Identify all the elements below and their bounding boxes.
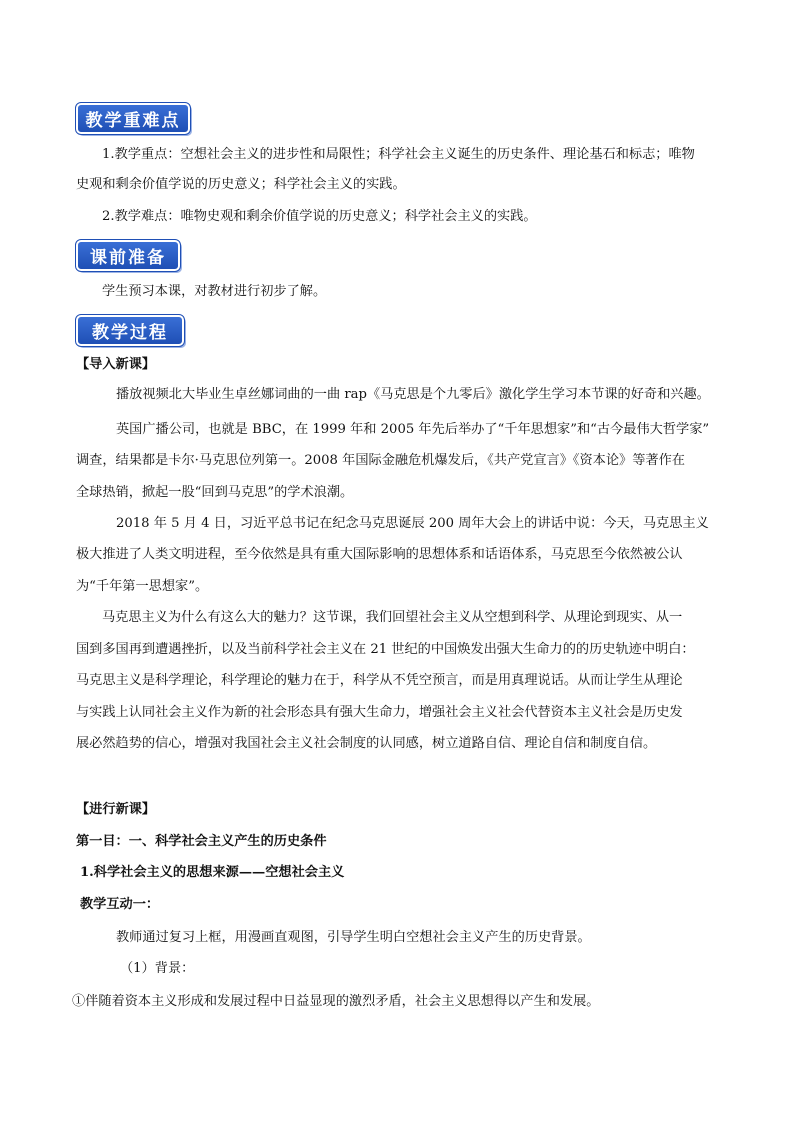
newlesson-label: 【进行新课】: [76, 802, 156, 817]
focus-p1-line2: 史观和剩余价值学说的历史意义；科学社会主义的实践。: [76, 177, 406, 192]
interaction-label: 教学互动一：: [80, 897, 160, 912]
background-label: （1）背景：: [120, 961, 195, 976]
intro-p2-line2: 调查，结果都是卡尔·马克思位列第一。2008 年国际金融危机爆发后，《共产党宣言》《资本论》等著作在: [76, 453, 685, 468]
intro-p3-line2: 极大推进了人类文明进程，至今依然是具有重大国际影响的思想体系和话语体系，马克思至今依然被公认: [76, 547, 683, 562]
heading-teaching-focus: 教学重难点: [76, 103, 190, 134]
intro-p3-line1: 2018 年 5 月 4 日，习近平总书记在纪念马克思诞辰 200 周年大会上的讲话中说：今天，马克思主义: [116, 516, 709, 531]
focus-p2: 2.教学难点：唯物史观和剩余价值学说的历史意义；科学社会主义的实践。: [102, 209, 537, 224]
background-item-1: ①伴随着资本主义形成和发展过程中日益显现的激烈矛盾，社会主义思想得以产生和发展。: [72, 994, 600, 1009]
intro-p4-line3: 马克思主义是科学理论，科学理论的魅力在于，科学从不凭空预言，而是用真理说话。从而让学生从理论: [76, 673, 683, 688]
intro-label: 【导入新课】: [76, 357, 156, 372]
heading-preparation: 课前准备: [76, 240, 180, 271]
prep-p1: 学生预习本课，对教材进行初步了解。: [102, 284, 327, 299]
intro-p3-line3: 为“千年第一思想家”。: [76, 579, 209, 594]
section-heading: 第一目：一、科学社会主义产生的历史条件: [76, 834, 327, 849]
intro-p2-line1: 英国广播公司，也就是 BBC，在 1999 年和 2005 年先后举办了“千年思想家”和“古今最伟大哲学家”: [116, 422, 710, 437]
heading-teaching-process: 教学过程: [76, 315, 184, 346]
intro-p1: 播放视频北大毕业生卓丝娜词曲的一曲 rap《马克思是个九零后》激化学生学习本节课的好奇和兴趣。: [116, 387, 710, 402]
subsection-heading: 1.科学社会主义的思想来源——空想社会主义: [80, 865, 345, 880]
intro-p4-line1: 马克思主义为什么有这么大的魅力？这节课，我们回望社会主义从空想到科学、从理论到现实、从一: [102, 610, 683, 625]
focus-p1-line1: 1.教学重点：空想社会主义的进步性和局限性；科学社会主义诞生的历史条件、理论基石和标志；唯物: [102, 147, 695, 162]
intro-p2-line3: 全球热销，掀起一股“回到马克思”的学术浪潮。: [76, 485, 354, 500]
newlesson-p1: 教师通过复习上框，用漫画直观图，引导学生明白空想社会主义产生的历史背景。: [116, 930, 591, 945]
intro-p4-line2: 国到多国再到遭遇挫折，以及当前科学社会主义在 21 世纪的中国焕发出强大生命力的的历史轨迹中明白：: [76, 642, 695, 657]
intro-p4-line5: 展必然趋势的信心，增强对我国社会主义社会制度的认同感，树立道路自信、理论自信和制度自信。: [76, 736, 657, 751]
intro-p4-line4: 与实践上认同社会主义作为新的社会形态具有强大生命力，增强社会主义社会代替资本主义社会是历史发: [76, 705, 683, 720]
